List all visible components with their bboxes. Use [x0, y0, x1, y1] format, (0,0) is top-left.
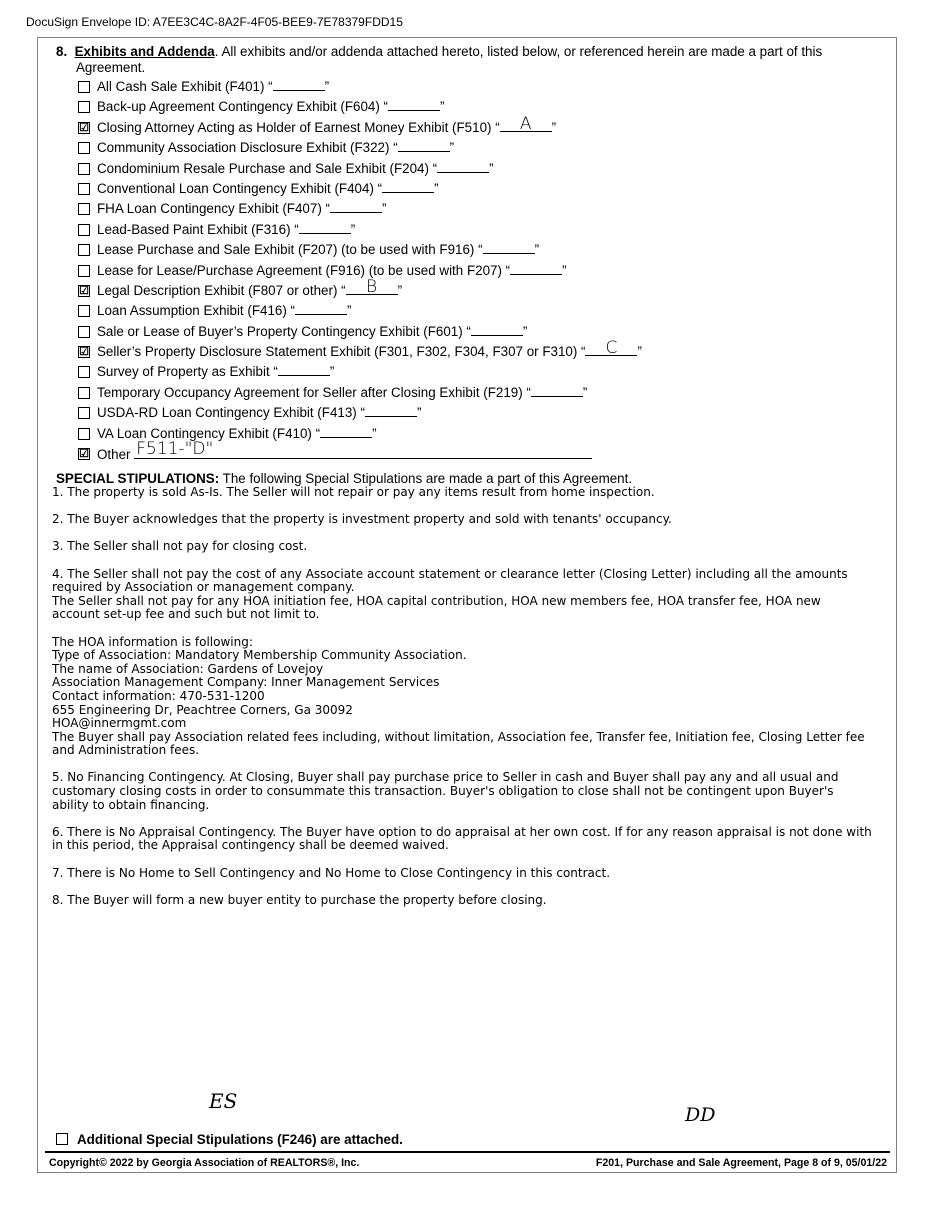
exhibit-label: Seller’s Property Disclosure Statement Exhibit (F301, F302, F304, F307 or F310) “	[97, 344, 586, 360]
exhibit-blank[interactable]	[365, 403, 417, 417]
handwritten-fill: F511-"D"	[136, 439, 214, 460]
handwritten-fill: B	[366, 276, 378, 297]
exhibit-item: Conventional Loan Contingency Exhibit (F404) “ ”	[78, 179, 898, 199]
exhibit-label: Conventional Loan Contingency Exhibit (F404) “	[97, 180, 383, 196]
special-stipulations-text: 1. The property is sold As-Is. The Seller will not repair or pay any items result from home inspection. 2. The Buyer acknowledges that the property is investment property and sold with tenants' occupancy. 3. The Seller shall not pay for closing cost. 4. The Seller shall not pay the cost of any Associate account statement or clearance letter (Closing Letter) including all the amounts required by Association or management company. The Seller shall not pay for any HOA initiation fee, HOA capital contribution, HOA new members fee, HOA transfer fee, HOA new account set-up fee and such but not limit to. The HOA information is following: Type of Association: Mandatory Membership Community Association. The name of Association: Gardens of Lovejoy Association Management Company: Inner Management Services Contact information: 470-531-1200 655 Engineering Dr, Peachtree Corners, Ga 30092 HOA@innermgmt.com The Buyer shall pay Association related fees including, without limitation, Association fee, Transfer fee, Initiation fee, Closing Letter fee and Administration fees. 5. No Financing Contingency. At Closing, Buyer shall pay purchase price to Seller in cash and Buyer shall pay any and all usual and customary closing costs in order to consummate this transaction. Buyer's obligation to close shall not be contingent upon Buyer's ability to obtain financing. 6. There is No Appraisal Contingency. The Buyer have option to do appraisal at her own cost. If for any reason appraisal is not done with in this period, the Appraisal contingency shall be deemed waived. 7. There is No Home to Sell Contingency and No Home to Close Contingency in this contract. 8. The Buyer will form a new buyer entity to purchase the property before closing.	[52, 486, 888, 921]
exhibit-item: Lease Purchase and Sale Exhibit (F207) (to be used with F916) “ ”	[78, 240, 898, 260]
exhibit-blank[interactable]	[471, 322, 523, 336]
other-label: Other	[97, 447, 131, 463]
exhibit-item: Lease for Lease/Purchase Agreement (F916) (to be used with F207) “ ”	[78, 261, 898, 281]
exhibit-blank[interactable]	[320, 424, 372, 438]
exhibit-item: Community Association Disclosure Exhibit (F322) “ ”	[78, 138, 898, 158]
exhibit-label: FHA Loan Contingency Exhibit (F407) “	[97, 201, 330, 217]
exhibit-item: Lead-Based Paint Exhibit (F316) “ ”	[78, 220, 898, 240]
exhibit-blank[interactable]	[531, 383, 583, 397]
exhibit-label: Loan Assumption Exhibit (F416) “	[97, 303, 295, 319]
exhibit-label: Lease for Lease/Purchase Agreement (F916) (to be used with F207) “	[97, 262, 511, 278]
footer-form-id: F201, Purchase and Sale Agreement, Page 8 of 9, 05/01/22	[595, 1157, 887, 1169]
exhibit-label: Closing Attorney Acting as Holder of Earnest Money Exhibit (F510) “	[97, 119, 500, 135]
exhibit-blank[interactable]	[330, 199, 382, 213]
checkbox[interactable]	[78, 387, 90, 399]
checkbox[interactable]	[78, 366, 90, 378]
checkbox[interactable]	[78, 101, 90, 113]
checkbox-checked[interactable]: ☑	[79, 346, 89, 359]
section-number: 8.	[56, 44, 68, 59]
section-heading	[56, 44, 888, 76]
stipulation-7: 7. There is No Home to Sell Contingency and No Home to Close Contingency in this contract.	[52, 865, 611, 880]
checkbox[interactable]	[78, 163, 90, 175]
checkbox[interactable]	[78, 203, 90, 215]
section-intro-cont: Agreement.	[76, 60, 146, 75]
exhibit-label: Legal Description Exhibit (F807 or other) “	[97, 282, 346, 298]
additional-label: Additional Special Stipulations (F246) are attached.	[77, 1132, 403, 1147]
checkbox-checked[interactable]: ☑	[79, 448, 89, 461]
checkbox[interactable]	[78, 407, 90, 419]
exhibit-item: Back-up Agreement Contingency Exhibit (F604) “ ”	[78, 97, 898, 117]
handwritten-fill: A	[519, 113, 532, 134]
checkbox-checked[interactable]: ☑	[79, 284, 89, 297]
exhibit-item: Loan Assumption Exhibit (F416) “ ”	[78, 301, 898, 321]
checkbox-checked[interactable]: ☑	[79, 121, 89, 134]
section-title: Exhibits and Addenda	[74, 44, 215, 59]
exhibit-label: Lease Purchase and Sale Exhibit (F207) (to be used with F916) “	[97, 242, 483, 258]
exhibit-blank[interactable]	[278, 362, 330, 376]
exhibit-label: Community Association Disclosure Exhibit (F322) “	[97, 140, 398, 156]
exhibit-blank[interactable]	[382, 179, 434, 193]
seller-initials: DD	[685, 1104, 716, 1126]
exhibit-blank[interactable]	[388, 97, 440, 111]
handwritten-fill: C	[605, 338, 618, 359]
checkbox[interactable]	[78, 81, 90, 93]
special-stipulations-heading: SPECIAL STIPULATIONS: The following Special Stipulations are made a part of this Agreement.	[56, 471, 633, 486]
exhibit-label: Condominium Resale Purchase and Sale Exhibit (F204) “	[97, 160, 438, 176]
exhibit-label: Survey of Property as Exhibit “	[97, 364, 278, 380]
footer-copyright: Copyright© 2022 by Georgia Association of REALTORS®, Inc.	[49, 1157, 360, 1169]
other-field[interactable]	[134, 439, 592, 460]
exhibit-label: Sale or Lease of Buyer’s Property Contingency Exhibit (F601) “	[97, 323, 471, 339]
exhibit-item: VA Loan Contingency Exhibit (F410) “ ”	[78, 424, 898, 444]
exhibit-label: VA Loan Contingency Exhibit (F410) “	[97, 425, 321, 441]
stipulation-5: 5. No Financing Contingency. At Closing, Buyer shall pay purchase price to Seller in cash and Buyer shall pay any and all usual and	[52, 770, 839, 785]
footer-divider	[45, 1151, 890, 1153]
envelope-id: DocuSign Envelope ID: A7EE3C4C-8A2F-4F05-BEE9-7E78379FDD15	[26, 15, 403, 29]
exhibit-item: Temporary Occupancy Agreement for Seller after Closing Exhibit (F219) “ ”	[78, 383, 898, 403]
exhibit-blank[interactable]	[273, 77, 325, 91]
exhibit-item: FHA Loan Contingency Exhibit (F407) “ ”	[78, 199, 898, 219]
exhibit-label: All Cash Sale Exhibit (F401) “	[97, 79, 273, 94]
stipulation-2: 2. The Buyer acknowledges that the property is investment property and sold with tenants' occupancy.	[52, 512, 672, 527]
checkbox[interactable]	[78, 142, 90, 154]
section-intro: . All exhibits and/or addenda attached hereto, listed below, or referenced herein are made a part of this	[214, 44, 823, 59]
hoa-email: HOA@innermgmt.com	[52, 716, 187, 731]
exhibit-item: ☑ Closing Attorney Acting as Holder of Earnest Money Exhibit (F510) “ A ”	[79, 113, 557, 135]
additional-stipulations	[56, 1132, 403, 1147]
exhibit-item: All Cash Sale Exhibit (F401) “ ”	[78, 77, 898, 97]
exhibit-item: ☑ Legal Description Exhibit (F807 or other) “ B ”	[79, 276, 403, 298]
checkbox[interactable]	[78, 428, 90, 440]
exhibit-blank[interactable]	[500, 113, 552, 134]
exhibit-blank[interactable]	[398, 138, 450, 152]
exhibit-blank[interactable]	[585, 338, 637, 359]
exhibit-item: Condominium Resale Purchase and Sale Exhibit (F204) “ ”	[78, 159, 898, 179]
checkbox[interactable]	[78, 244, 90, 256]
exhibit-blank[interactable]	[346, 276, 398, 297]
stipulation-4: 4. The Seller shall not pay the cost of any Associate account statement or clearance letter (Closing Letter) including all the amounts	[52, 566, 848, 581]
hoa-info: The HOA information is following:	[52, 634, 253, 649]
exhibit-blank[interactable]	[510, 261, 562, 275]
stipulation-3: 3. The Seller shall not pay for closing cost.	[52, 539, 308, 554]
exhibit-blank[interactable]	[483, 240, 535, 254]
exhibit-item: Survey of Property as Exhibit “ ”	[78, 362, 898, 382]
exhibit-item: ☑ Seller’s Property Disclosure Statement Exhibit (F301, F302, F304, F307 or F310) “ C ”	[79, 338, 642, 360]
stipulation-1: 1. The property is sold As-Is. The Seller will not repair or pay any items result from home inspection.	[52, 485, 655, 499]
exhibit-item: USDA-RD Loan Contingency Exhibit (F413) “ ”	[78, 403, 898, 423]
checkbox[interactable]	[78, 183, 90, 195]
stipulation-6: 6. There is No Appraisal Contingency. The Buyer have option to do appraisal at her own cost. If for any reason appraisal is not done with	[52, 824, 872, 839]
stipulation-8: 8. The Buyer will form a new buyer entity to purchase the property before closing.	[52, 892, 547, 907]
checkbox[interactable]	[78, 224, 90, 236]
exhibit-item: Sale or Lease of Buyer’s Property Contingency Exhibit (F601) “ ”	[78, 322, 898, 342]
exhibit-blank[interactable]	[299, 220, 351, 234]
exhibit-label: USDA-RD Loan Contingency Exhibit (F413) “	[97, 405, 365, 421]
exhibit-blank[interactable]	[295, 301, 347, 315]
checkbox[interactable]	[78, 265, 90, 277]
checkbox[interactable]	[56, 1133, 68, 1145]
exhibit-label: Back-up Agreement Contingency Exhibit (F604) “	[97, 99, 389, 115]
checkbox[interactable]	[78, 326, 90, 338]
exhibit-label: Temporary Occupancy Agreement for Seller after Closing Exhibit (F219) “	[97, 384, 531, 400]
checkbox[interactable]	[78, 305, 90, 317]
exhibit-blank[interactable]	[437, 159, 489, 173]
exhibit-label: Lead-Based Paint Exhibit (F316) “	[97, 221, 299, 237]
exhibit-item-other	[78, 439, 898, 464]
buyer-initials: ES	[209, 1089, 238, 1113]
exhibit-list	[78, 77, 898, 464]
